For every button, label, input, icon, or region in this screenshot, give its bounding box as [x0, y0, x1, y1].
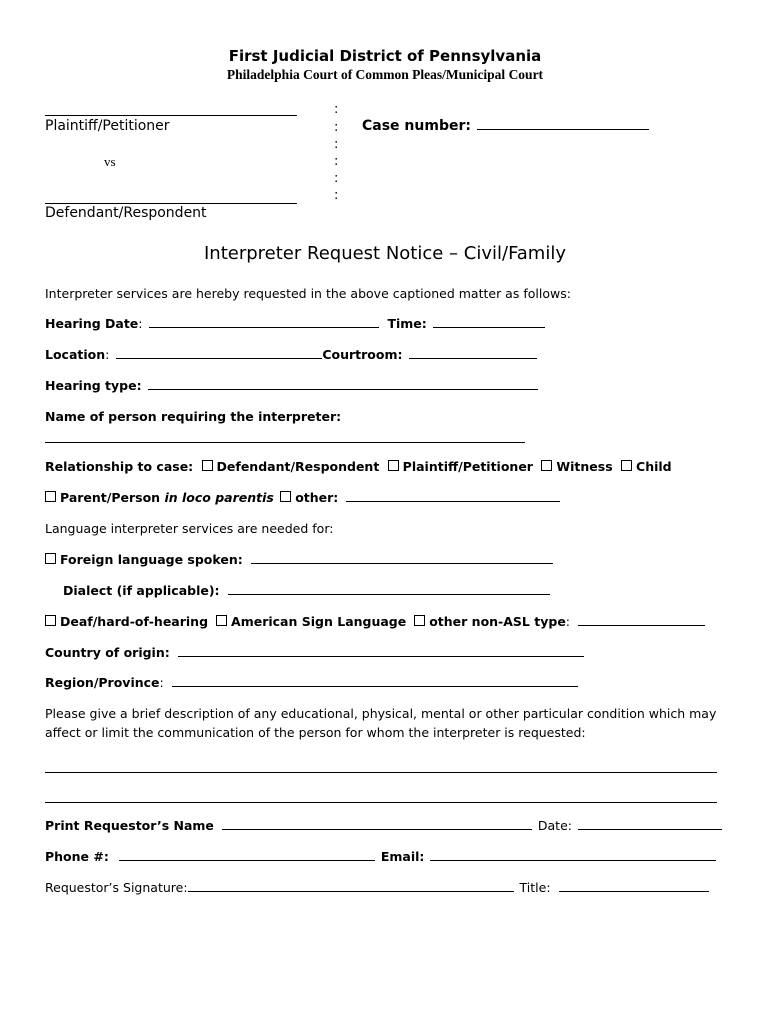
courtroom-field[interactable] — [409, 347, 537, 359]
checkbox-child[interactable] — [621, 460, 632, 471]
deaf-label: Deaf/hard-of-hearing — [60, 614, 209, 629]
hearing-type-row — [45, 378, 538, 393]
option-parent-italic: in loco parentis — [164, 490, 274, 505]
description-line-1[interactable] — [45, 758, 717, 777]
vs-label: vs — [104, 154, 116, 169]
intro-text: Interpreter services are hereby requested in the above captioned matter as follows: — [45, 286, 571, 301]
hearing-date-label: Hearing Date — [45, 316, 139, 331]
checkbox-other-asl[interactable] — [414, 615, 425, 626]
case-number-label: Case number: — [362, 118, 471, 134]
caption-colon: : — [334, 137, 339, 152]
relationship-label: Relationship to case: — [45, 459, 194, 474]
country-row — [45, 645, 584, 660]
notice-title: Interpreter Request Notice – Civil/Family — [203, 243, 566, 264]
dialect-label: Dialect (if applicable): — [63, 583, 220, 598]
time-field[interactable] — [433, 316, 545, 328]
email-label: Email: — [380, 849, 425, 864]
location-label: Location — [45, 347, 106, 362]
requestor-name-row — [45, 818, 722, 833]
court-subtitle: Philadelphia Court of Common Pleas/Municipal Court — [226, 67, 544, 82]
phone-email-row — [45, 849, 716, 864]
foreign-language-field[interactable] — [251, 552, 553, 564]
time-label: Time: — [387, 316, 427, 331]
checkbox-asl[interactable] — [216, 615, 227, 626]
description-text-1: Please give a brief description of any educational, physical, mental or other particular condition which may — [45, 706, 717, 721]
other-asl-field[interactable] — [578, 614, 705, 626]
caption-colon: : — [334, 120, 339, 135]
checkbox-other[interactable] — [280, 491, 291, 502]
signature-label: Requestor’s Signature: — [45, 880, 188, 895]
caption-colon: : — [334, 188, 339, 203]
region-field[interactable] — [172, 675, 578, 687]
dialect-row — [63, 583, 550, 598]
checkbox-plaintiff[interactable] — [388, 460, 399, 471]
option-defendant: Defendant/Respondent — [216, 459, 380, 474]
courtroom-label: Courtroom: — [322, 347, 403, 362]
location-field[interactable] — [116, 347, 322, 359]
location-row: Location: Courtroom: — [45, 347, 537, 362]
name-person-field[interactable] — [45, 428, 525, 447]
hearing-date-row: Hearing Date: Time: — [45, 316, 545, 331]
court-title: First Judicial District of Pennsylvania — [228, 47, 542, 65]
checkbox-foreign-language[interactable] — [45, 553, 56, 564]
region-label: Region/Province — [45, 675, 160, 690]
phone-label: Phone #: — [45, 849, 109, 864]
region-row: Region/Province: — [45, 675, 578, 690]
plaintiff-label: Plaintiff/Petitioner — [45, 118, 170, 134]
option-witness: Witness — [556, 459, 613, 474]
other-asl-label: other non-ASL type — [429, 614, 566, 629]
signature-field[interactable] — [188, 880, 514, 892]
caption-colon: : — [334, 171, 339, 186]
option-parent: Parent/Person — [60, 490, 161, 505]
foreign-language-label: Foreign language spoken: — [60, 552, 243, 567]
asl-label: American Sign Language — [231, 614, 407, 629]
name-person-label: Name of person requiring the interpreter: — [45, 409, 342, 424]
option-other: other: — [295, 490, 339, 505]
print-name-label: Print Requestor’s Name — [45, 818, 214, 833]
checkbox-deaf[interactable] — [45, 615, 56, 626]
phone-field[interactable] — [119, 849, 375, 861]
dialect-field[interactable] — [228, 583, 550, 595]
hearing-date-field[interactable] — [149, 316, 379, 328]
title-field[interactable] — [559, 880, 709, 892]
relationship-row — [45, 459, 672, 474]
hearing-type-field[interactable] — [148, 378, 538, 390]
date-label: Date: — [537, 818, 572, 833]
description-text-2: affect or limit the communication of the person for whom the interpreter is requested: — [45, 725, 586, 740]
date-field[interactable] — [578, 818, 722, 830]
hearing-type-label: Hearing type: — [45, 378, 142, 393]
checkbox-parent[interactable] — [45, 491, 56, 502]
signature-row — [45, 880, 709, 895]
parent-row — [45, 490, 560, 505]
caption-colon: : — [334, 102, 339, 117]
print-name-field[interactable] — [222, 818, 532, 830]
defendant-label: Defendant/Respondent — [45, 205, 207, 221]
deaf-row: Deaf/hard-of-hearing American Sign Language other non-ASL type: — [45, 614, 705, 629]
option-child: Child — [636, 459, 672, 474]
checkbox-witness[interactable] — [541, 460, 552, 471]
foreign-language-row — [45, 552, 553, 567]
country-label: Country of origin: — [45, 645, 170, 660]
case-number-field[interactable] — [362, 118, 649, 134]
language-needed-label: Language interpreter services are needed for: — [45, 521, 334, 536]
other-relationship-field[interactable] — [346, 490, 560, 502]
description-line-2[interactable] — [45, 788, 717, 807]
checkbox-defendant[interactable] — [202, 460, 213, 471]
option-plaintiff: Plaintiff/Petitioner — [402, 459, 533, 474]
country-field[interactable] — [178, 645, 584, 657]
title-label: Title: — [519, 880, 551, 895]
email-field[interactable] — [430, 849, 716, 861]
caption-colon: : — [334, 154, 339, 169]
